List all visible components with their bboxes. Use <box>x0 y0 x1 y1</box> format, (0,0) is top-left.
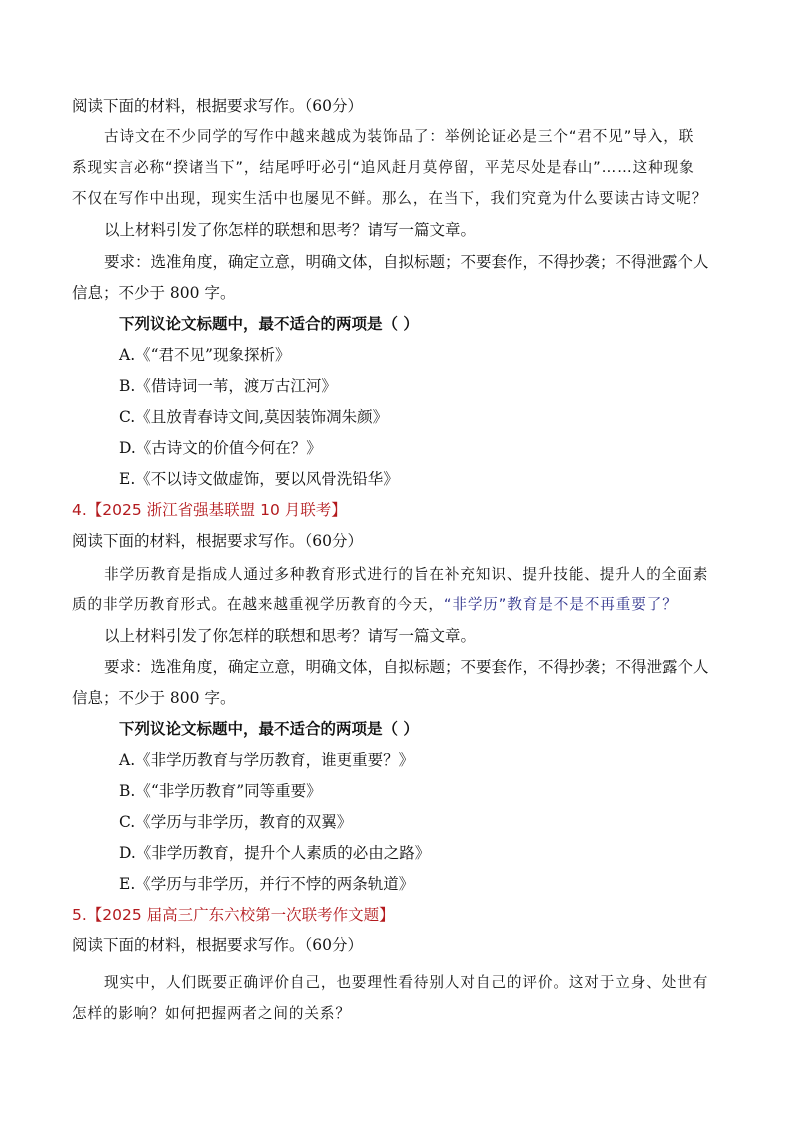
q4-option-d: D.《非学历教育，提升个人素质的必由之路》 <box>119 844 431 862</box>
q3-requirements-line-2: 信息；不少于 800 字。 <box>72 284 236 302</box>
q3-material-line-1: 古诗文在不少同学的写作中越来越成为装饰品了：举例论证必是三个“君不见”导入，联 <box>104 128 695 145</box>
q3-instruction: 阅读下面的材料，根据要求写作。（60分） <box>72 97 363 115</box>
q5-material-line-2: 怎样的影响？如何把握两者之间的关系？ <box>72 1005 351 1022</box>
q4-material-line-1: 非学历教育是指成人通过多种教育形式进行的旨在补充知识、提升技能、提升人的全面素 <box>104 566 709 583</box>
q3-option-c: C.《且放青春诗文间,莫因装饰凋朱颜》 <box>119 408 389 426</box>
q3-option-a: A.《“君不见”现象探析》 <box>119 346 291 364</box>
q3-material-line-3: 不仅在写作中出现，现实生活中也屡见不鲜。那么，在当下，我们究竟为什么要读古诗文呢？ <box>72 190 708 207</box>
q3-option-e: E.《不以诗文做虚饰，要以风骨洗铅华》 <box>119 470 399 488</box>
q4-question: 下列议论文标题中，最不适合的两项是（ ） <box>119 719 419 738</box>
q4-option-a: A.《非学历教育与学历教育，谁更重要？》 <box>119 751 415 769</box>
q4-prompt: 以上材料引发了你怎样的联想和思考？请写一篇文章。 <box>104 627 477 645</box>
q4-requirements-line-1: 要求：选准角度，确定立意，明确文体，自拟标题；不要套作，不得抄袭；不得泄露个人 <box>104 658 709 676</box>
q3-prompt: 以上材料引发了你怎样的联想和思考？请写一篇文章。 <box>104 221 477 239</box>
q4-option-c: C.《学历与非学历，教育的双翼》 <box>119 813 353 831</box>
q3-material-line-2: 系现实言必称“揆诸当下”，结尾呼吁必引“追风赶月莫停留，平芜尽处是春山”……这种现象 <box>72 159 695 176</box>
q4-material-highlight: “非学历”教育是不是不再重要了？ <box>443 596 678 613</box>
q5-instruction: 阅读下面的材料，根据要求写作。（60分） <box>72 936 363 954</box>
q4-heading: 4.【2025 浙江省强基联盟 10 月联考】 <box>72 501 347 519</box>
q5-material-line-1: 现实中，人们既要正确评价自己，也要理性看待别人对自己的评价。这对于立身、处世有 <box>104 974 709 991</box>
q4-material-line-2 <box>72 595 678 615</box>
q5-heading: 5.【2025 届高三广东六校第一次联考作文题】 <box>72 906 395 924</box>
q4-instruction: 阅读下面的材料，根据要求写作。（60分） <box>72 532 363 550</box>
q3-option-b: B.《借诗词一苇，渡万古江河》 <box>119 377 337 395</box>
q3-requirements-line-1: 要求：选准角度，确定立意，明确文体，自拟标题；不要套作，不得抄袭；不得泄露个人 <box>104 253 709 271</box>
q3-option-d: D.《古诗文的价值今何在？》 <box>119 439 322 457</box>
q4-option-b: B.《“非学历教育”同等重要》 <box>119 782 322 800</box>
q4-material-line-2-text: 质的非学历教育形式。在越来越重视学历教育的今天， <box>72 596 444 613</box>
q4-requirements-line-2: 信息；不少于 800 字。 <box>72 689 236 707</box>
q3-question: 下列议论文标题中，最不适合的两项是（ ） <box>119 314 419 333</box>
q4-option-e: E.《学历与非学历，并行不悖的两条轨道》 <box>119 875 415 893</box>
